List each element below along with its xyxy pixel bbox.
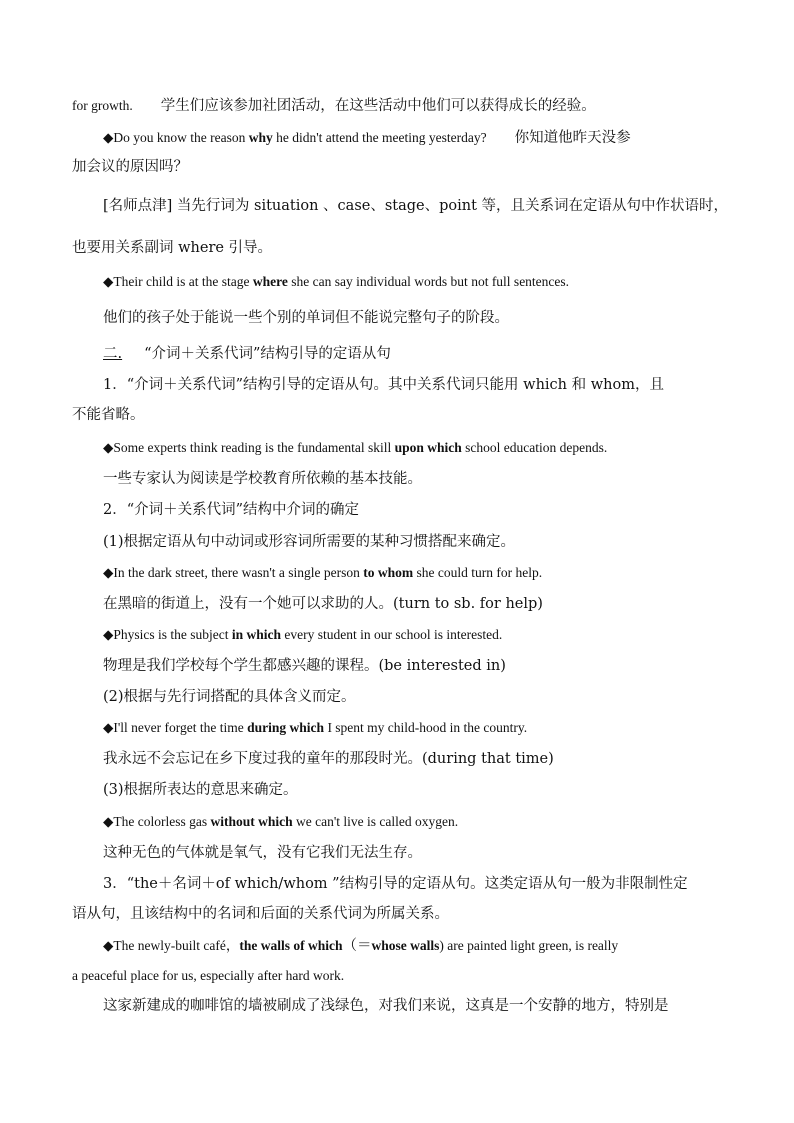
keyword: in which — [231, 627, 282, 642]
paragraph: (3)根据所表达的意思来确定。 — [103, 782, 298, 798]
keyword: whose walls — [371, 938, 440, 953]
keyword: where — [252, 274, 288, 289]
paragraph: 2．“介词＋关系代词”结构中介词的确定 — [103, 502, 360, 518]
text-line: 也要用关系副词 where 引导。 — [72, 240, 273, 256]
translation: 一些专家认为阅读是学校教育所依赖的基本技能。 — [103, 471, 422, 487]
keyword: why — [248, 130, 273, 145]
tip-paragraph: [名师点津] 当先行词为 situation 、case、stage、point 等，且关系词在定语从句中作状语时， — [103, 198, 729, 214]
translation: 我永远不会忘记在乡下度过我的童年的那段时光。(during that time) — [103, 751, 554, 767]
text-line: 语从句，且该结构中的名词和后面的关系代词为所属关系。 — [72, 906, 449, 922]
example-sentence: ◆Their child is at the stage where she can say individual words but not full sentences. — [103, 274, 570, 289]
example-sentence: ◆The colorless gas without which we can't live is called oxygen. — [103, 814, 459, 829]
text-en: for growth. — [72, 98, 133, 113]
example-sentence: ◆In the dark street, there wasn't a single person to whom she could turn for help. — [103, 565, 543, 580]
keyword: to whom — [363, 565, 414, 580]
keyword: upon which — [394, 440, 462, 455]
paragraph: 3．“the＋名词＋of which/whom ”结构引导的定语从句。这类定语从句一般为非限制性定 — [103, 876, 688, 892]
text-line — [72, 96, 596, 116]
translation: 在黑暗的街道上，没有一个她可以求助的人。(turn to sb. for help) — [103, 596, 543, 612]
example-sentence: ◆The newly-built café，the walls of which（＝whose walls) are painted light green, is really — [103, 938, 619, 954]
example-sentence: ◆Some experts think reading is the fundamental skill upon which school education depends. — [103, 440, 608, 455]
keyword: the walls of which — [239, 938, 343, 953]
paragraph: (1)根据定语从句中动词或形容词所需要的某种习惯搭配来确定。 — [103, 534, 516, 550]
paragraph: (2)根据与先行词搭配的具体含义而定。 — [103, 689, 356, 705]
text-line: a peaceful place for us, especially after hard work. — [72, 968, 345, 983]
translation: 物理是我们学校每个学生都感兴趣的课程。(be interested in) — [103, 658, 506, 674]
example-sentence: ◆Physics is the subject in which every student in our school is interested. — [103, 627, 503, 642]
translation: 他们的孩子处于能说一些个别的单词但不能说完整句子的阶段。 — [103, 310, 509, 326]
keyword: during which — [247, 720, 325, 735]
example-sentence: ◆I'll never forget the time during which I spent my child-hood in the country. — [103, 720, 528, 735]
example-sentence: ◆Do you know the reason why he didn't attend the meeting yesterday? 你知道他昨天没参 — [103, 130, 631, 146]
paragraph: 1．“介词＋关系代词”结构引导的定语从句。其中关系代词只能用 which 和 whom，且 — [103, 377, 664, 393]
keyword: without which — [210, 814, 293, 829]
translation: 这种无色的气体就是氧气，没有它我们无法生存。 — [103, 845, 422, 861]
text-line: 不能省略。 — [72, 407, 145, 423]
text-zh: 学生们应该参加社团活动，在这些活动中他们可以获得成长的经验。 — [160, 98, 596, 114]
translation: 这家新建成的咖啡馆的墙被刷成了浅绿色，对我们来说，这真是一个安静的地方，特别是 — [103, 998, 669, 1014]
section-heading: 二. “介词＋关系代词”结构引导的定语从句 — [103, 346, 391, 362]
text-line: 加会议的原因吗？ — [72, 159, 188, 175]
